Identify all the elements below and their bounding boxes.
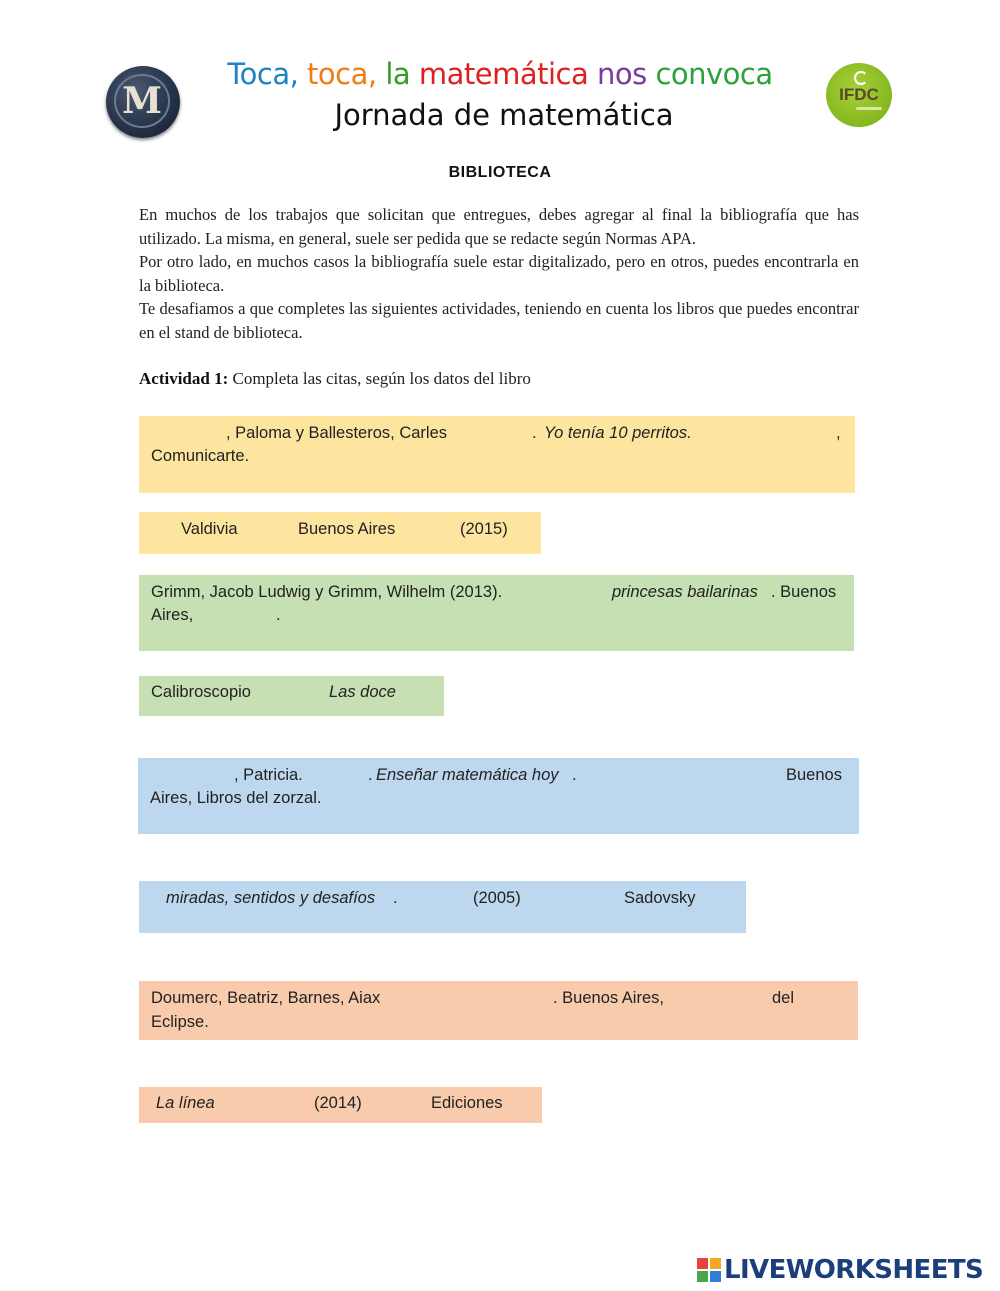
title-word-4: matemática <box>418 57 589 91</box>
activity-label: Actividad 1: <box>139 369 229 388</box>
title-word-6: convoca <box>655 57 773 91</box>
citation-1-comma: , <box>836 424 841 442</box>
citation-1-title: Yo tenía 10 perritos. <box>544 424 692 442</box>
citation-3-title-end: . <box>572 766 577 784</box>
citation-3-place: Buenos <box>786 766 842 784</box>
citation-2-title: princesas bailarinas <box>612 583 758 601</box>
citation-4-place: . Buenos Aires, <box>553 989 664 1007</box>
liveworksheets-brand[interactable] <box>697 1254 983 1286</box>
activity-instruction: Completa las citas, según los datos del libro <box>232 369 531 388</box>
intro-text <box>139 203 859 344</box>
citation-3-publisher: Aires, Libros del zorzal. <box>150 789 322 807</box>
intro-paragraph-1: En muchos de los trabajos que solicitan que entregues, debes agregar al final la bibliografía que has utilizado. La misma, en general, suele ser pedida que se redacte según Normas APA. <box>139 205 859 248</box>
citation-1-publisher: Comunicarte. <box>151 447 250 465</box>
citation-2-place: . Buenos <box>771 583 837 601</box>
option-2015[interactable]: (2015) <box>460 520 508 538</box>
page-subtitle: Jornada de matemática <box>334 98 674 132</box>
citation-1-options <box>139 512 541 554</box>
citation-2-box[interactable] <box>139 575 854 651</box>
option-period[interactable]: . <box>393 889 398 907</box>
title-word-3: la <box>385 57 411 91</box>
citation-4-publisher: Eclipse. <box>151 1013 209 1031</box>
option-calibroscopio[interactable]: Calibroscopio <box>151 683 251 701</box>
citation-1-authors: , Paloma y Ballesteros, Carles <box>226 424 448 442</box>
option-buenos-aires[interactable]: Buenos Aires <box>298 520 396 538</box>
title-word-1: Toca, <box>227 57 299 91</box>
citation-2-place-cont: Aires, <box>151 606 194 624</box>
option-miradas[interactable]: miradas, sentidos y desafíos <box>166 889 376 907</box>
citation-1-period: . <box>532 424 537 442</box>
option-ediciones[interactable]: Ediciones <box>431 1094 503 1112</box>
citation-1-box[interactable] <box>139 416 855 493</box>
citation-3-title: Enseñar matemática hoy <box>376 766 559 784</box>
citation-2-options <box>139 676 444 716</box>
citation-3-period: . <box>368 766 373 784</box>
page-title <box>0 57 1000 91</box>
option-sadovsky[interactable]: Sadovsky <box>624 889 696 907</box>
citation-3-options <box>139 881 746 933</box>
liveworksheets-text: LIVEWORKSHEETS <box>724 1255 984 1285</box>
citation-2-authors: Grimm, Jacob Ludwig y Grimm, Wilhelm (2013). <box>151 583 503 601</box>
option-2014[interactable]: (2014) <box>314 1094 362 1112</box>
citation-2-end: . <box>276 606 281 624</box>
intro-paragraph-2: Por otro lado, en muchos casos la bibliografía suele estar digitalizado, pero en otros, puedes encontrarla en la biblioteca. <box>139 252 859 295</box>
seal-letter: M <box>114 74 170 128</box>
option-la-linea[interactable]: La línea <box>156 1094 215 1112</box>
ifdc-logo-text: IFDC <box>839 85 879 104</box>
intro-paragraph-3: Te desafiamos a que completes las siguientes actividades, teniendo en cuenta los libros que puedes encontrar en el stand de biblioteca. <box>139 299 859 342</box>
citation-4-del: del <box>772 989 795 1007</box>
title-word-2: toca, <box>307 57 377 91</box>
option-2005[interactable]: (2005) <box>473 889 521 907</box>
citation-3-author: , Patricia. <box>234 766 303 784</box>
liveworksheets-icon <box>697 1258 721 1282</box>
option-valdivia[interactable]: Valdivia <box>181 520 238 538</box>
citation-4-options <box>139 1087 542 1123</box>
option-las-doce[interactable]: Las doce <box>329 683 396 701</box>
citation-4-authors: Doumerc, Beatriz, Barnes, Aiax <box>151 989 381 1007</box>
title-word-5: nos <box>596 57 647 91</box>
citation-3-box[interactable] <box>138 758 859 834</box>
citation-4-box[interactable] <box>139 981 858 1040</box>
activity-heading <box>139 369 531 389</box>
section-heading: BIBLIOTECA <box>448 164 552 181</box>
